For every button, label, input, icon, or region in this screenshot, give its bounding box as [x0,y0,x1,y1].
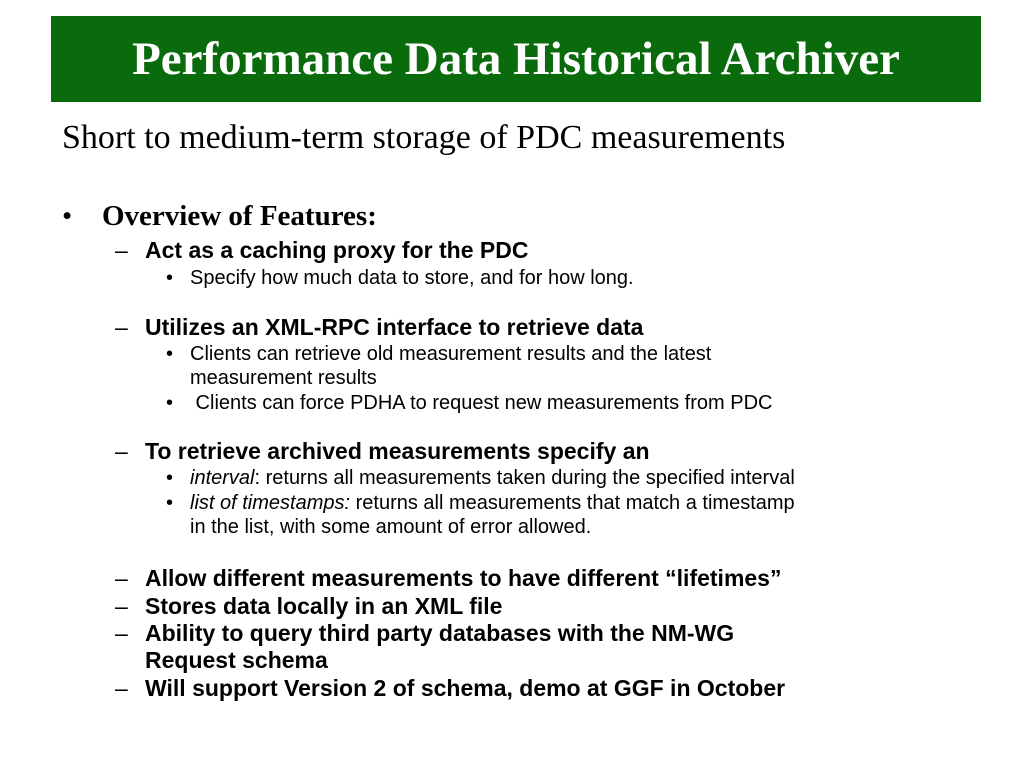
feature-label: Utilizes an XML-RPC interface to retrieve data [145,314,644,340]
detail-text [190,491,795,515]
detail-text: Specify how much data to store, and for how long. [190,267,634,289]
detail-text: measurement results [190,367,377,389]
feature-label: Request schema [145,647,328,673]
detail-term: interval [190,467,255,489]
slide-subtitle: Short to medium-term storage of PDC measurements [62,119,786,156]
detail-rest: returns all measurements that match a timestamp [350,492,795,514]
bullet-icon: • [166,492,174,514]
title-bar [51,16,981,102]
feature-label: Ability to query third party databases with the NM-WG [145,620,735,646]
overview-heading: Overview of Features: [102,200,377,232]
dash-icon: – [115,593,128,619]
detail-text: Clients can force PDHA to request new measurements from PDC [190,392,773,414]
bullet-icon: • [62,200,73,232]
bullet-icon: • [166,392,174,414]
dash-icon: – [115,620,128,646]
feature-label: Will support Version 2 of schema, demo at GGF in October [145,675,786,701]
slide-title: Performance Data Historical Archiver [132,33,900,85]
feature-label: Stores data locally in an XML file [145,593,503,619]
dash-icon: – [115,565,128,591]
detail-text: in the list, with some amount of error allowed. [190,516,592,538]
dash-icon: – [115,314,128,340]
bullet-icon: • [166,343,174,365]
dash-icon: – [115,237,128,263]
detail-text: Clients can retrieve old measurement results and the latest [190,343,712,365]
feature-label: To retrieve archived measurements specify an [145,438,650,464]
bullet-icon: • [166,267,174,289]
dash-icon: – [115,675,128,701]
detail-rest: : returns all measurements taken during the specified interval [254,467,795,489]
dash-icon: – [115,438,128,464]
feature-label: Allow different measurements to have different “lifetimes” [145,565,782,591]
detail-term: list of timestamps: [190,492,351,514]
feature-label: Act as a caching proxy for the PDC [145,237,529,263]
bullet-icon: • [166,467,174,489]
detail-text [190,466,795,490]
